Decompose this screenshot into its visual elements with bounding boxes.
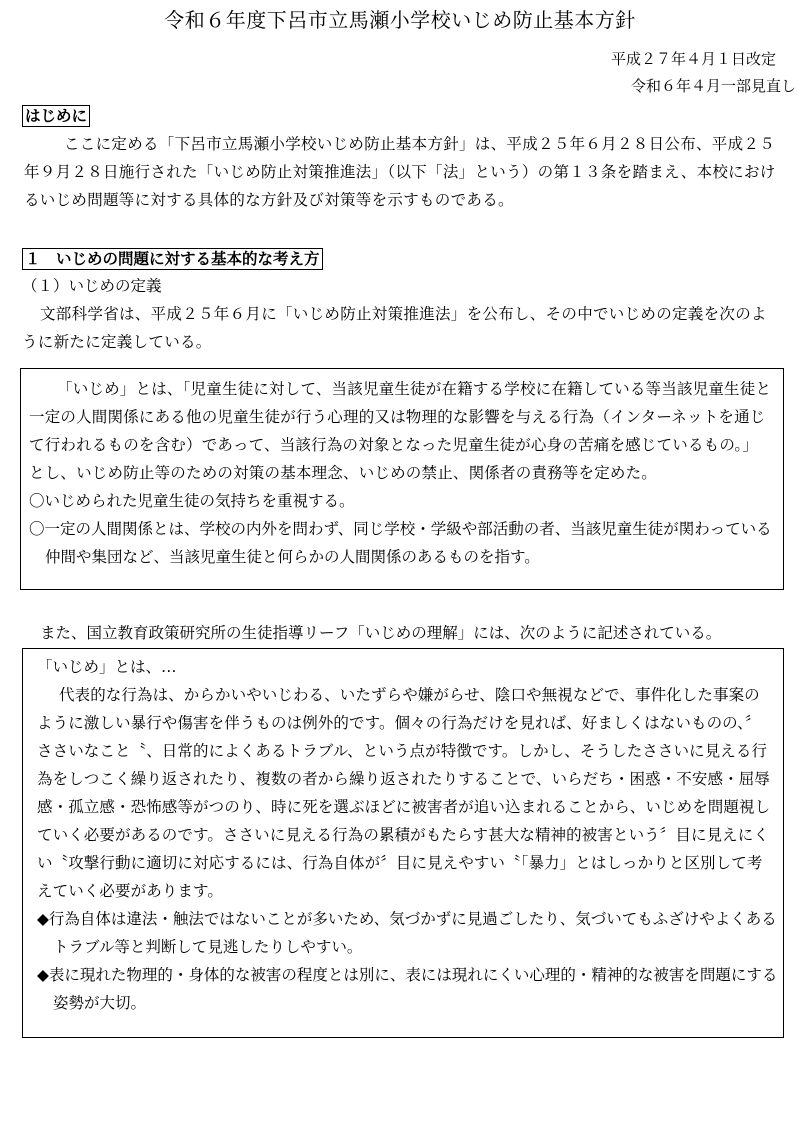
section1-subheading: （１）いじめの定義: [22, 277, 162, 295]
definition-bullet: 〇一定の人間関係とは、学校の内外を問わず、同じ学校・学級や部活動の者、当該児童生徒が関わっている仲間や集団など、当該児童生徒と何らかの人間関係のあるものを指す。: [29, 520, 772, 566]
nier-text: 代表的な行為は、からかいやいじわる、いたずらや嫌がらせ、陰口や無視などで、事件化した事案のように激しい暴行や傷害を伴うものは例外的です。個々の行為だけを見れば、好ましくはないものの、〞ささいなこと〝、日常的によくあるトラブル、という点が特徴です。しかし、そうしたささいに見える行為をしつこく繰り返されたり、複数の者から繰り返されたりすることで、いらだち・困惑・不安感・屈辱感・孤立感・恐怖感等がつのり、時に死を選ぶほどに被害者が追い込まれることから、いじめを問題視していく必要があるのです。ささいに見える行為の累積がもたらす甚大な精神的被害という〞目に見えにくい〝攻撃行動に適切に対応するには、行為自体が〞目に見えやすい〝「暴力」とはしっかりと区別して考えていく必要があります。: [37, 686, 771, 900]
definition-box: [20, 368, 784, 590]
definition-text: 「いじめ」とは、「児童生徒に対して、当該児童生徒が在籍する学校に在籍している等当該児童生徒と一定の人間関係にある他の児童生徒が行う心理的又は物理的な影響を与える行為（インターネットを通じて行われるものを含む）であって、当該行為の対象となった児童生徒が心身の苦痛を感じているもの。」とし、いじめ防止等のための対策の基本理念、いじめの禁止、関係者の責務等を定めた。: [29, 380, 772, 482]
date-revised: 平成２７年４月１日改定: [610, 50, 776, 68]
nier-bullet: ◆表に現れた物理的・身体的な被害の程度とは別に、表には現れにくい心理的・精神的な被害を問題にする姿勢が大切。: [37, 966, 778, 1012]
document-title: 令和６年度下呂市立馬瀬小学校いじめ防止基本方針: [164, 8, 636, 32]
nier-lead: 「いじめ」とは、…: [37, 658, 177, 676]
section1-definition-intro: 文部科学省は、平成２５年６月に「いじめ防止対策推進法」を公布し、その中でいじめの定義を次のように新たに定義している。: [22, 305, 767, 351]
intro-paragraph: ここに定める「下呂市立馬瀬小学校いじめ防止基本方針」は、平成２５年６月２８日公布、平成２５年９月２８日施行された「いじめ防止対策推進法」（以下「法」という）の第１３条を踏まえ、本校におけるいじめ問題等に対する具体的な方針及び対策等を示すものである。: [24, 135, 776, 209]
nier-bullet: ◆行為自体は違法・触法ではないことが多いため、気づかずに見過ごしたり、気づいてもふざけやよくあるトラブル等と判断して見逃したりしやすい。: [37, 910, 777, 956]
intro-heading: はじめに: [22, 105, 90, 127]
date-reviewed: 令和６年４月一部見直し: [630, 77, 796, 95]
section1-heading: １ いじめの問題に対する基本的な考え方: [22, 248, 323, 270]
definition-bullet: 〇いじめられた児童生徒の気持ちを重視する。: [29, 492, 355, 510]
nier-quote-box: [22, 648, 784, 1038]
nier-intro: また、国立教育政策研究所の生徒指導リーフ「いじめの理解」には、次のように記述されている。: [40, 624, 722, 642]
